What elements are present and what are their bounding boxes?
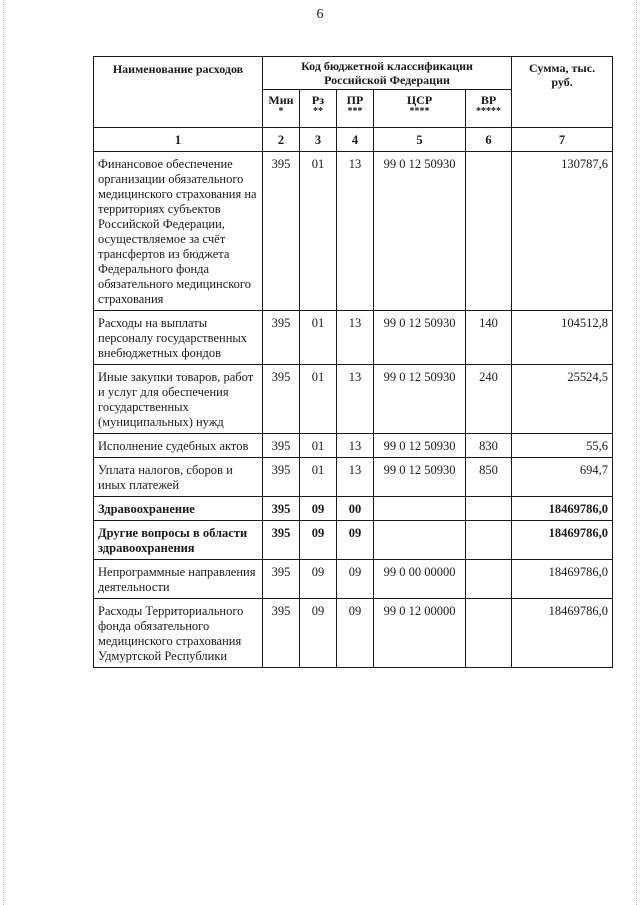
table-row	[94, 560, 613, 599]
header-code-stars: **	[313, 106, 323, 117]
row-min-cell: 395	[263, 560, 300, 599]
row-csr-cell: 99 0 12 50930	[374, 152, 466, 311]
row-min-cell: 395	[263, 497, 300, 521]
row-sum-cell: 55,6	[512, 434, 613, 458]
header-code-min	[263, 90, 300, 128]
row-vr-cell: 240	[466, 365, 512, 434]
row-rz-cell: 09	[300, 599, 337, 668]
column-number: 1	[94, 128, 263, 152]
row-vr-cell	[466, 497, 512, 521]
header-code-label: Рз	[311, 93, 325, 107]
row-vr-cell: 830	[466, 434, 512, 458]
row-sum-cell: 25524,5	[512, 365, 613, 434]
row-rz-cell: 01	[300, 152, 337, 311]
row-vr-cell: 140	[466, 311, 512, 365]
table-row	[94, 599, 613, 668]
row-rz-cell: 01	[300, 458, 337, 497]
table-row	[94, 365, 613, 434]
row-csr-cell: 99 0 12 50930	[374, 458, 466, 497]
header-name-column: Наименование расходов	[94, 57, 263, 128]
row-csr-cell	[374, 497, 466, 521]
row-vr-cell: 850	[466, 458, 512, 497]
header-code-label: Мин	[268, 93, 294, 107]
row-sum-cell: 130787,6	[512, 152, 613, 311]
row-min-cell: 395	[263, 365, 300, 434]
row-pr-cell: 09	[337, 599, 374, 668]
table-row	[94, 497, 613, 521]
row-csr-cell: 99 0 12 00000	[374, 599, 466, 668]
row-name-cell: Непрограммные направления деятельности	[94, 560, 263, 599]
row-csr-cell	[374, 521, 466, 560]
row-sum-cell: 18469786,0	[512, 560, 613, 599]
row-rz-cell: 01	[300, 365, 337, 434]
table-row	[94, 458, 613, 497]
row-rz-cell: 09	[300, 560, 337, 599]
column-number: 7	[512, 128, 613, 152]
row-csr-cell: 99 0 00 00000	[374, 560, 466, 599]
right-margin-dots	[636, 0, 637, 905]
row-min-cell: 395	[263, 458, 300, 497]
budget-rows	[94, 152, 613, 668]
header-code-label: ВР	[480, 93, 497, 107]
row-pr-cell: 13	[337, 365, 374, 434]
column-number: 6	[466, 128, 512, 152]
row-min-cell: 395	[263, 311, 300, 365]
row-vr-cell	[466, 521, 512, 560]
row-name-cell: Здравоохранение	[94, 497, 263, 521]
row-vr-cell	[466, 152, 512, 311]
row-min-cell: 395	[263, 599, 300, 668]
row-pr-cell: 09	[337, 521, 374, 560]
page-number: 6	[316, 7, 324, 22]
column-number: 4	[337, 128, 374, 152]
header-code-pr	[337, 90, 374, 128]
row-pr-cell: 00	[337, 497, 374, 521]
row-name-cell: Исполнение судебных актов	[94, 434, 263, 458]
row-name-cell: Другие вопросы в области здравоохранения	[94, 521, 263, 560]
row-sum-cell: 694,7	[512, 458, 613, 497]
row-name-cell: Расходы Территориального фонда обязательного медицинского страхования Удмуртской Республики	[94, 599, 263, 668]
row-vr-cell	[466, 560, 512, 599]
row-pr-cell: 13	[337, 458, 374, 497]
row-rz-cell: 01	[300, 311, 337, 365]
row-sum-cell: 104512,8	[512, 311, 613, 365]
row-sum-cell: 18469786,0	[512, 599, 613, 668]
row-name-cell: Финансовое обеспечение организации обязательного медицинского страхования на территориях субъектов Российской Федерации, осуществляемое за счёт трансфертов из бюджета Федерального фонда обязательного медицинского страхования	[94, 152, 263, 311]
header-code-csr	[374, 90, 466, 128]
header-row-group	[94, 57, 613, 90]
row-pr-cell: 13	[337, 152, 374, 311]
row-rz-cell: 09	[300, 497, 337, 521]
row-name-cell: Уплата налогов, сборов и иных платежей	[94, 458, 263, 497]
row-pr-cell: 13	[337, 311, 374, 365]
row-csr-cell: 99 0 12 50930	[374, 365, 466, 434]
header-code-label: ЦСР	[406, 93, 433, 107]
row-rz-cell: 09	[300, 521, 337, 560]
header-code-label: ПР	[346, 93, 364, 107]
header-code-stars: ***	[347, 106, 363, 117]
column-number-row	[94, 128, 613, 152]
row-sum-cell: 18469786,0	[512, 521, 613, 560]
column-number: 5	[374, 128, 466, 152]
row-sum-cell: 18469786,0	[512, 497, 613, 521]
budget-table	[93, 56, 613, 668]
row-rz-cell: 01	[300, 434, 337, 458]
header-code-stars: *****	[476, 106, 502, 117]
table-row	[94, 521, 613, 560]
header-code-rz	[300, 90, 337, 128]
row-csr-cell: 99 0 12 50930	[374, 311, 466, 365]
row-csr-cell: 99 0 12 50930	[374, 434, 466, 458]
left-margin-dots	[3, 0, 4, 905]
header-code-stars: ****	[409, 106, 430, 117]
header-sum-column: Сумма, тыс. руб.	[512, 57, 613, 128]
column-number: 3	[300, 128, 337, 152]
row-pr-cell: 09	[337, 560, 374, 599]
row-name-cell: Иные закупки товаров, работ и услуг для обеспечения государственных (муниципальных) нужд	[94, 365, 263, 434]
row-name-cell: Расходы на выплаты персоналу государственных внебюджетных фондов	[94, 311, 263, 365]
row-pr-cell: 13	[337, 434, 374, 458]
table-row	[94, 152, 613, 311]
column-number: 2	[263, 128, 300, 152]
header-code-stars: *	[278, 106, 284, 117]
table-row	[94, 434, 613, 458]
row-min-cell: 395	[263, 434, 300, 458]
header-code-vr	[466, 90, 512, 128]
row-min-cell: 395	[263, 152, 300, 311]
header-classification-group: Код бюджетной классификации Российской Федерации	[263, 57, 512, 90]
row-min-cell: 395	[263, 521, 300, 560]
table-row	[94, 311, 613, 365]
row-vr-cell	[466, 599, 512, 668]
